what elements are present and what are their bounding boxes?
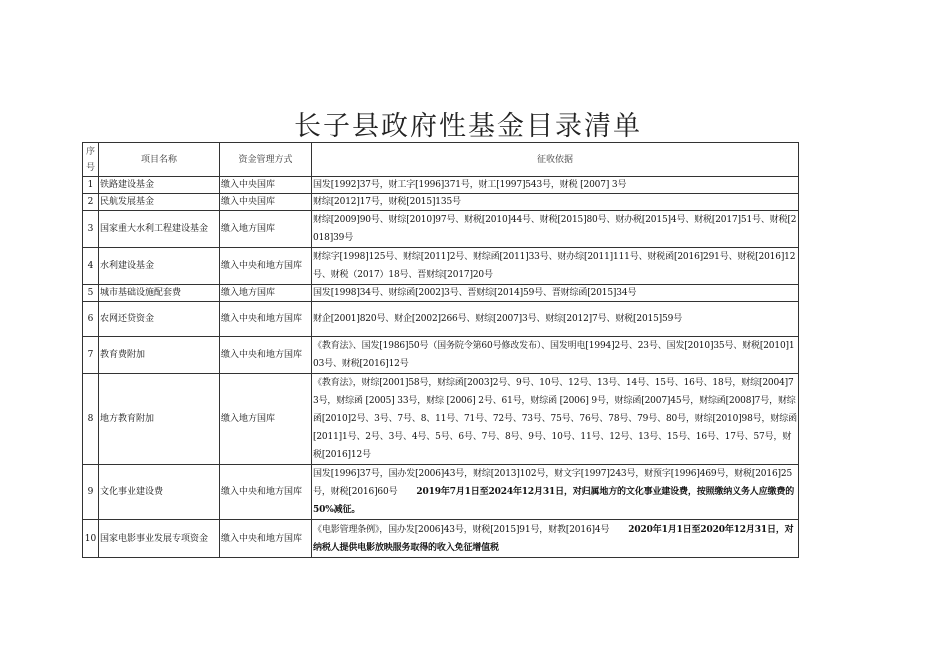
management-method: 缴入中央国库 bbox=[220, 194, 312, 211]
table-row bbox=[83, 285, 799, 302]
row-number: 10 bbox=[83, 520, 99, 558]
table-row bbox=[83, 248, 799, 285]
levy-basis-text: 财综字[1998]125号、财综[2011]2号、财综函[2011]33号、财办综[2011]111号、财税函[2016]291号、财税[2016]12号、财税（2017）18号、晋财综[2017]20号 bbox=[313, 252, 796, 280]
levy-basis bbox=[312, 374, 799, 465]
row-number: 3 bbox=[83, 211, 99, 248]
levy-basis bbox=[312, 465, 799, 520]
levy-basis bbox=[312, 337, 799, 374]
management-method: 缴入中央和地方国库 bbox=[220, 465, 312, 520]
fund-name: 国家重大水利工程建设基金 bbox=[99, 211, 220, 248]
levy-basis-text: 财综[2009]90号、财综[2010]97号、财税[2010]44号、财税[2015]80号、财办税[2015]4号、财税[2017]51号、财税[2018]39号 bbox=[313, 215, 797, 243]
fund-name: 民航发展基金 bbox=[99, 194, 220, 211]
row-number: 9 bbox=[83, 465, 99, 520]
header-name: 项目名称 bbox=[99, 143, 220, 177]
levy-basis-text: 国发[1998]34号、财综函[2002]3号、晋财综[2014]59号、晋财综函[2015]34号 bbox=[313, 288, 637, 298]
levy-basis bbox=[312, 177, 799, 194]
fund-name: 水利建设基金 bbox=[99, 248, 220, 285]
levy-basis bbox=[312, 194, 799, 211]
table-row bbox=[83, 374, 799, 465]
row-number: 8 bbox=[83, 374, 99, 465]
header-management: 资金管理方式 bbox=[220, 143, 312, 177]
table-row bbox=[83, 177, 799, 194]
policy-note: 2020年1月1日至2020年12月31日，对纳税人提供电影放映服务取得的收入免征增值税 bbox=[313, 524, 794, 553]
management-method: 缴入地方国库 bbox=[220, 285, 312, 302]
row-number: 6 bbox=[83, 302, 99, 337]
levy-basis-text: 财企[2001]820号、财企[2002]266号、财综[2007]3号、财综[2012]7号、财税[2015]59号 bbox=[313, 314, 683, 324]
levy-basis-text: 《教育法》，财综[2001]58号，财综函[2003]2号、9号、10号、12号、13号、14号、15号、16号、18号，财综[2004]73号，财综函 [2005] 33号，财综 [2006] 2号、61号，财综函 [2006] 9号，财综函[2007]45号，财综函[2008]7号，财综函[2010]2号、3号、7号、8、11号、71号、72号、73号、75号、76号、78号、79号、80号，财综[2010]98号，财综函[2011]1号、2号、3号、4号、5号、6号、7号、8号、9号、10号、11号、12号、13号、15号、16号、17号、57号，财税[2016]12号 bbox=[313, 378, 797, 460]
table-row bbox=[83, 211, 799, 248]
levy-basis-text: 国发[1996]37号，国办发[2006]43号，财综[2013]102号，财文字[1997]243号，财预字[1996]469号，财税[2016]25号，财税[2016]60号 bbox=[313, 469, 793, 497]
management-method: 缴入中央国库 bbox=[220, 177, 312, 194]
table-row bbox=[83, 302, 799, 337]
header-basis: 征收依据 bbox=[312, 143, 799, 177]
management-method: 缴入地方国库 bbox=[220, 374, 312, 465]
management-method: 缴入中央和地方国库 bbox=[220, 248, 312, 285]
table-row bbox=[83, 337, 799, 374]
management-method: 缴入中央和地方国库 bbox=[220, 337, 312, 374]
policy-note: 2019年7月1日至2024年12月31日，对归属地方的文化事业建设费，按照缴纳义务人应缴费的50%减征。 bbox=[313, 487, 795, 515]
table-row bbox=[83, 465, 799, 520]
levy-basis-text: 《教育法》、国发[1986]50号（国务院令第60号修改发布）、国发明电[1994]2号、23号、国发[2010]35号、财税[2010]103号、财税[2016]12号 bbox=[313, 341, 795, 369]
levy-basis-text: 财综[2012]17号，财税[2015]135号 bbox=[313, 197, 461, 207]
fund-name: 地方教育附加 bbox=[99, 374, 220, 465]
management-method: 缴入中央和地方国库 bbox=[220, 520, 312, 558]
table-row bbox=[83, 194, 799, 211]
fund-name: 农网还贷资金 bbox=[99, 302, 220, 337]
row-number: 7 bbox=[83, 337, 99, 374]
row-number: 2 bbox=[83, 194, 99, 211]
levy-basis bbox=[312, 302, 799, 337]
document-title: 长子县政府性基金目录清单 bbox=[294, 111, 642, 142]
fund-name: 教育费附加 bbox=[99, 337, 220, 374]
management-method: 缴入中央和地方国库 bbox=[220, 302, 312, 337]
levy-basis bbox=[312, 520, 799, 558]
fund-name: 文化事业建设费 bbox=[99, 465, 220, 520]
table-row bbox=[83, 520, 799, 558]
fund-name: 国家电影事业发展专项资金 bbox=[99, 520, 220, 558]
levy-basis bbox=[312, 285, 799, 302]
levy-basis-text: 《电影管理条例》，国办发[2006]43号，财税[2015]91号，财教[2016]4号 bbox=[313, 524, 610, 535]
header-no: 序号 bbox=[83, 143, 99, 177]
fund-name: 铁路建设基金 bbox=[99, 177, 220, 194]
table-header-row bbox=[83, 143, 799, 177]
row-number: 4 bbox=[83, 248, 99, 285]
levy-basis-text: 国发[1992]37号，财工字[1996]371号，财工[1997]543号，财税 [2007] 3号 bbox=[313, 180, 627, 190]
fund-catalog-table bbox=[82, 142, 799, 558]
fund-name: 城市基础设施配套费 bbox=[99, 285, 220, 302]
levy-basis bbox=[312, 211, 799, 248]
management-method: 缴入地方国库 bbox=[220, 211, 312, 248]
row-number: 5 bbox=[83, 285, 99, 302]
levy-basis bbox=[312, 248, 799, 285]
row-number: 1 bbox=[83, 177, 99, 194]
